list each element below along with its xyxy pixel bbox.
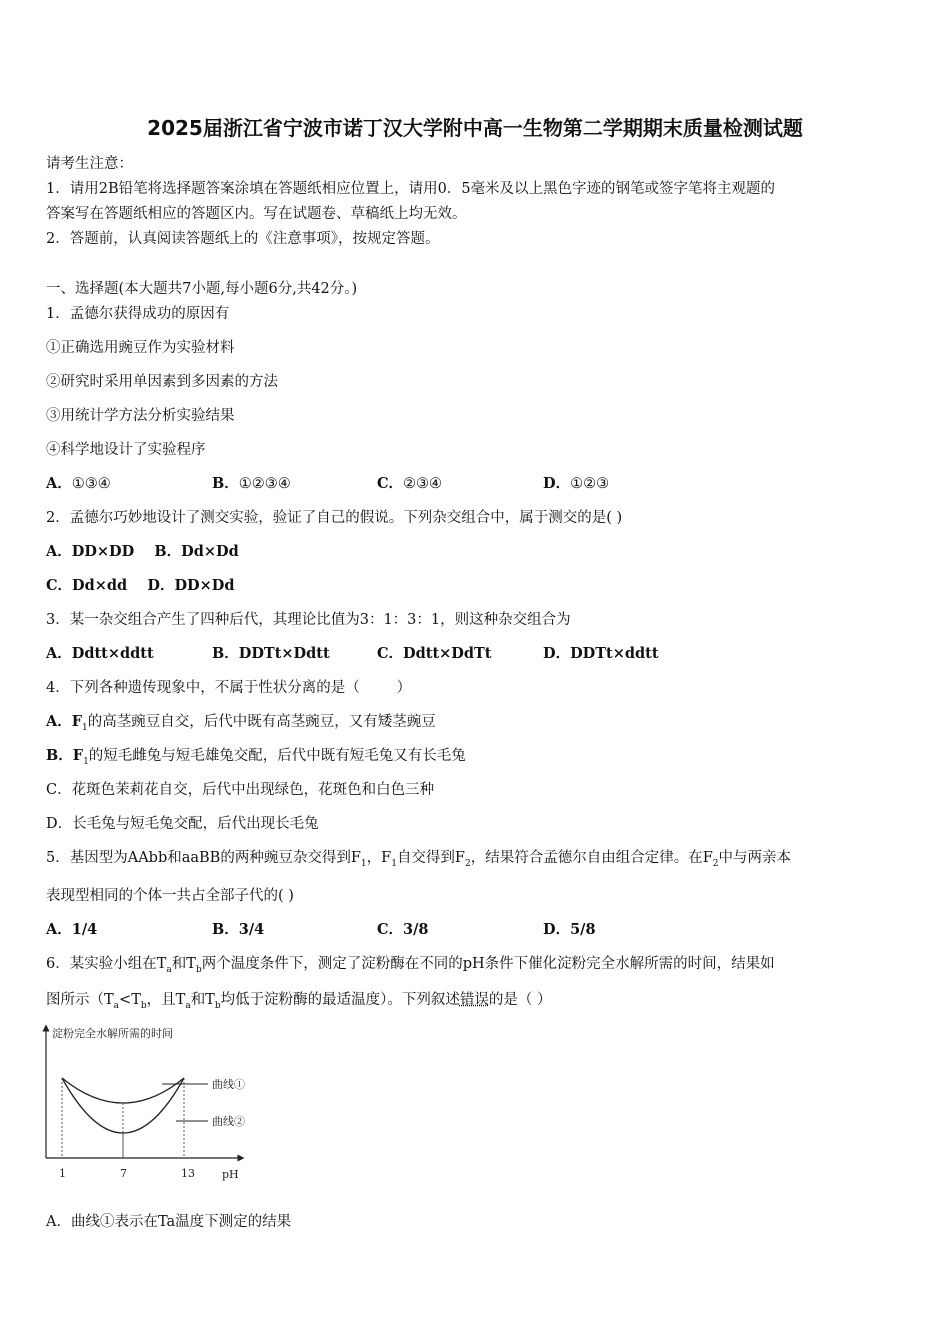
x-axis-label: pH bbox=[222, 1168, 239, 1181]
notice-item: 2．答题前，认真阅读答题纸上的《注意事项》，按规定答题。 bbox=[46, 231, 440, 247]
statement: ①正确选用豌豆作为实验材料 bbox=[46, 340, 235, 356]
option-row: A．DD×DD B．Dd×Dd bbox=[46, 543, 239, 560]
notice-heading: 请考生注意： bbox=[46, 156, 133, 172]
option-d: D．①②③ bbox=[543, 475, 610, 492]
emphasis-mark: 错误 bbox=[459, 992, 489, 1008]
question-stem: 5．基因型为AAbb和aaBB的两种豌豆杂交得到$F_1$，$F_1$自交得到$F_2$，结果符合孟德尔自由组合定律。在$F_2$中与两亲本 bbox=[46, 850, 792, 869]
question-stem: 4．下列各种遗传现象中，不属于性状分离的是（ ） bbox=[46, 680, 412, 696]
question-stem: 6．某实验小组在$T_a$和$T_b$两个温度条件下，测定了淀粉酶在不同的pH条件下催化淀粉完全水解所需的时间，结果如 bbox=[46, 956, 775, 975]
option-c: C．花斑色茉莉花自交，后代中出现绿色，花斑色和白色三种 bbox=[46, 782, 435, 798]
option-d: D．5/8 bbox=[543, 921, 596, 938]
x-tick-label: 1 bbox=[59, 1167, 66, 1180]
option-b: B．3/4 bbox=[212, 921, 265, 938]
series-line bbox=[62, 1078, 184, 1103]
option-row: C．Dd×dd D．DD×Dd bbox=[46, 577, 235, 594]
notice-item: 1．请用2B铅笔将选择题答案涂填在答题纸相应位置上，请用0．5毫米及以上黑色字迹的钢笔或签字笔将主观题的 bbox=[46, 181, 776, 197]
x-tick-label: 7 bbox=[120, 1167, 127, 1180]
page-title: 2025届浙江省宁波市诺丁汉大学附中高一生物第二学期期末质量检测试题 bbox=[147, 116, 803, 140]
statement: ④科学地设计了实验程序 bbox=[46, 442, 206, 458]
section-heading: 一、选择题(本大题共7小题,每小题6分,共42分。) bbox=[46, 281, 358, 297]
option-b: B．$F_1$的短毛雌兔与短毛雄兔交配，后代中既有短毛兔又有长毛兔 bbox=[46, 747, 466, 767]
question-stem: 2．孟德尔巧妙地设计了测交实验，验证了自己的假说。下列杂交组合中，属于测交的是( ) bbox=[46, 510, 623, 526]
option-a: A．$F_1$的高茎豌豆自交，后代中既有高茎豌豆，又有矮茎豌豆 bbox=[46, 713, 436, 733]
statement: ③用统计学方法分析实验结果 bbox=[46, 408, 235, 424]
option-c: C．3/8 bbox=[377, 921, 429, 938]
question-stem-cont: 图所示（$T_a<T_b$，且$T_a$和$T_b$均低于淀粉酶的最适温度）。下列叙述错误的是（ ） bbox=[46, 992, 552, 1011]
question-stem: 1．孟德尔获得成功的原因有 bbox=[46, 306, 230, 322]
option-a: A．曲线①表示在Ta温度下测定的结果 bbox=[46, 1214, 292, 1230]
option-c: C．②③④ bbox=[377, 475, 443, 492]
option-a: A．1/4 bbox=[46, 921, 98, 938]
legend-label: 曲线② bbox=[212, 1115, 245, 1128]
option-d: D．DDTt×ddtt bbox=[543, 645, 659, 662]
option-a: A．Ddtt×ddtt bbox=[46, 645, 154, 662]
option-c: C．Ddtt×DdTt bbox=[377, 645, 492, 662]
y-axis-label: 淀粉完全水解所需的时间 bbox=[52, 1027, 173, 1040]
question-stem: 3．某一杂交组合产生了四种后代，其理论比值为3：1：3：1，则这种杂交组合为 bbox=[46, 612, 571, 628]
x-tick-label: 13 bbox=[181, 1167, 195, 1180]
statement: ②研究时采用单因素到多因素的方法 bbox=[46, 374, 278, 390]
option-a: A．①③④ bbox=[46, 475, 111, 492]
legend-label: 曲线① bbox=[212, 1078, 245, 1091]
option-b: B．①②③④ bbox=[212, 475, 291, 492]
question-stem-cont: 表现型相同的个体一共占全部子代的( ) bbox=[46, 888, 294, 904]
notice-item: 答案写在答题纸相应的答题区内。写在试题卷、草稿纸上均无效。 bbox=[46, 206, 467, 222]
option-d: D．长毛兔与短毛兔交配，后代出现长毛兔 bbox=[46, 816, 319, 832]
option-b: B．DDTt×Ddtt bbox=[212, 645, 330, 662]
enzyme-chart bbox=[36, 1022, 256, 1187]
